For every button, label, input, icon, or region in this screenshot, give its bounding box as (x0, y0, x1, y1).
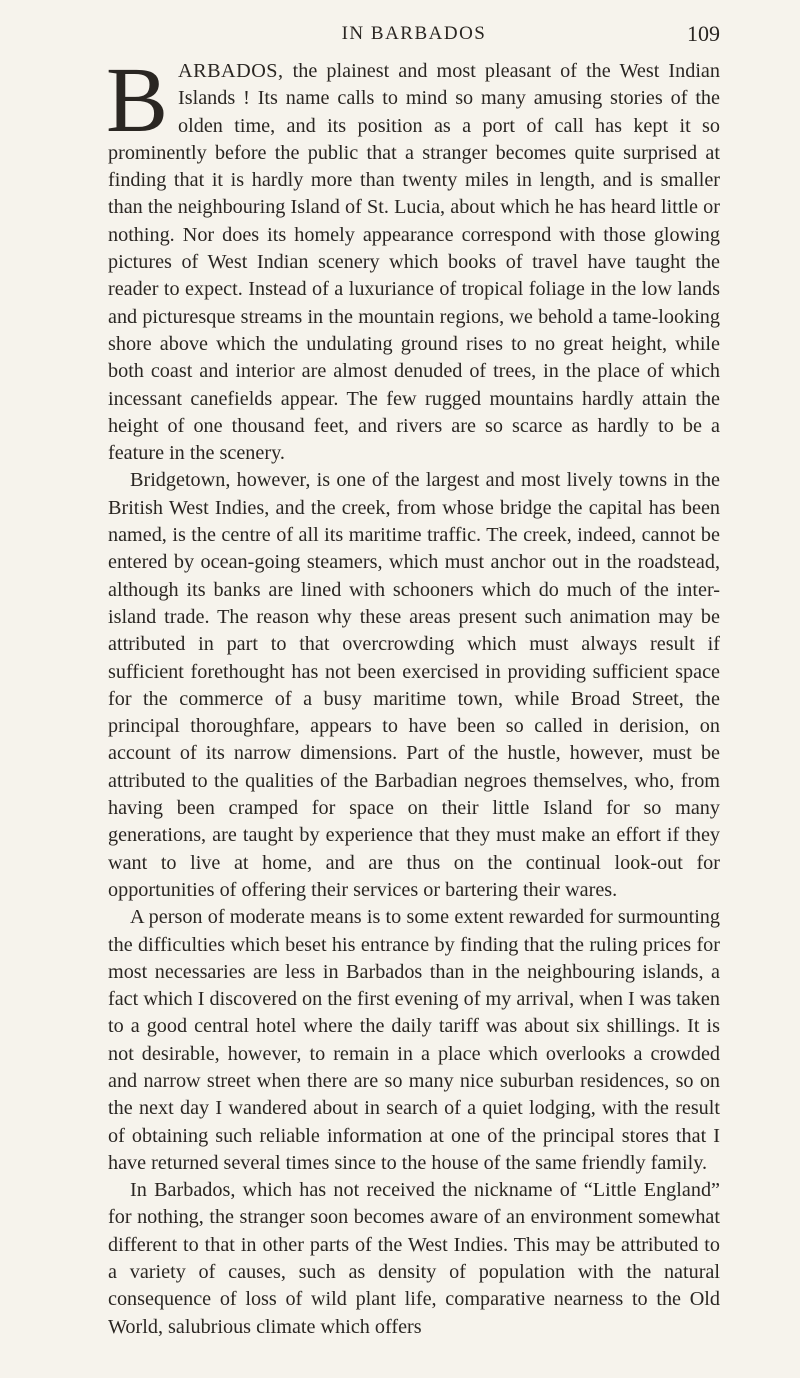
paragraph-3: A person of moderate means is to some extent rewarded for surmounting the difficulties which beset his entrance by finding that the ruling prices for most necessaries are less in Barbados than in the neighbouring islands, a fact which I discovered on the first evening of my arrival, when I was taken to a good central hotel where the daily tariff was about six shillings. It is not desirable, however, to remain in a place which overlooks a crowded and narrow street when there are so many nice suburban residences, so on the next day I wandered about in search of a quiet lodging, with the result of obtaining such reliable information at one of the principal stores that I have returned several times since to the house of the same friendly family. (108, 906, 720, 1174)
paragraph-4: In Barbados, which has not received the nickname of “Little England” for nothing, the stranger soon becomes aware of an environment somewhat different to that in other parts of the West Indies. This may be attributed to a variety of causes, such as density of population with the natural consequence of loss of wild plant life, comparative nearness to the Old World, salubrious climate which offers (108, 1179, 720, 1338)
paragraph-2: Bridgetown, however, is one of the largest and most lively towns in the British West Indies, and the creek, from whose bridge the capital has been named, is the centre of all its maritime traffic. The creek, indeed, cannot be entered by ocean-going steamers, which must anchor out in the roadstead, although its banks are lined with schooners which do much of the inter-island trade. The reason why these areas present such animation may be attributed in part to that overcrowding which must always result if sufficient forethought has not been exercised in providing sufficient space for the commerce of a busy maritime town, while Broad Street, the principal thoroughfare, appears to have been so called in derision, on account of its narrow dimensions. Part of the hustle, however, must be attributed to the qualities of the Barbadian negroes themselves, who, from having been cramped for space on their little Island for so many generations, are taught by experience that they must make an effort if they want to live at home, and are thus on the continual look-out for opportunities of offering their services or bartering their wares. (108, 469, 720, 901)
running-head: IN BARBADOS (341, 23, 487, 44)
drop-cap: B (106, 49, 169, 152)
lead-caps: ARBADOS, (178, 60, 284, 82)
page-number: 109 (687, 21, 720, 46)
page-header (108, 22, 720, 58)
paragraph-1-text: the plainest and most pleasant of the West Indian Islands ! Its name calls to mind so many amusing stories of the olden time, and its position as a port of call has kept it so prominently before the public that a stranger becomes quite surprised at finding that it is hardly more than twenty miles in length, and is smaller than the neighbouring Island of St. Lucia, about which he has heard little or nothing. Nor does its homely appearance correspond with those glowing pictures of West Indian scenery which books of travel have taught the reader to expect. Instead of a luxuriance of tropical foliage in the low lands and picturesque streams in the mountain regions, we behold a tame-looking shore above which the undulating ground rises to no great height, while both coast and interior are almost denuded of trees, in the place of which incessant canefields appear. The few rugged mountains hardly attain the height of one thousand feet, and rivers are so scarce as hardly to be a feature in the scenery. (108, 60, 720, 465)
body-text (106, 49, 720, 1341)
paragraph-1 (106, 49, 720, 467)
